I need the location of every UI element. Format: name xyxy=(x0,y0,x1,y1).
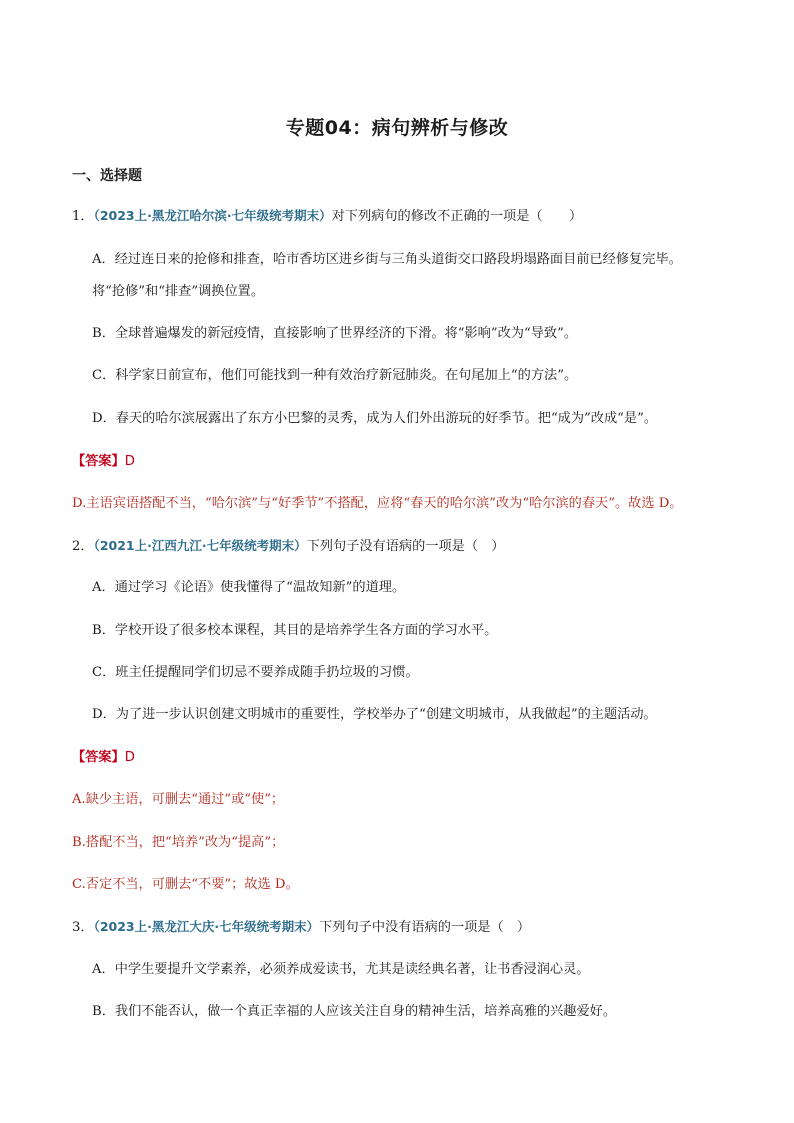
q1-explanation: D.主语宾语搭配不当，“哈尔滨”与“好季节”不搭配，应将“春天的哈尔滨”改为“哈尔滨的春天”。故选 D。 xyxy=(72,496,683,511)
question-source: （2023上·黑龙江哈尔滨·七年级统考期末） xyxy=(93,208,332,223)
question-number: 1． xyxy=(72,209,94,224)
q2-explanation-c: C.否定不当，可删去“不要”；故选 D。 xyxy=(72,877,299,892)
q2-explanation-a: A.缺少主语，可删去“通过”或“使”； xyxy=(72,792,285,807)
question-1-stem xyxy=(72,207,582,226)
answer-value: D xyxy=(124,750,135,765)
q2-option-b: B．学校开设了很多校本课程，其目的是培养学生各方面的学习水平。 xyxy=(92,623,498,638)
q2-option-d: D．为了进一步认识创建文明城市的重要性，学校举办了“创建文明城市，从我做起”的主题活动。 xyxy=(92,707,657,722)
q1-option-c: C．科学家日前宣布，他们可能找到一种有效治疗新冠肺炎。在句尾加上“的方法”。 xyxy=(92,368,578,383)
question-text: 下列句子中没有语病的一项是（ ） xyxy=(319,920,531,935)
question-number: 3． xyxy=(72,920,94,935)
question-text: 下列句子没有语病的一项是（ ） xyxy=(306,539,505,554)
question-source: （2023上·黑龙江大庆·七年级统考期末） xyxy=(93,919,320,934)
question-number: 2． xyxy=(72,539,94,554)
answer-label: 【答案】 xyxy=(72,454,125,469)
q1-answer xyxy=(72,453,135,471)
question-source: （2021上·江西九江·七年级统考期末） xyxy=(93,538,307,553)
q1-option-b: B．全球普遍爆发的新冠疫情，直接影响了世界经济的下滑。将“影响”改为“导致”。 xyxy=(92,326,578,341)
answer-label: 【答案】 xyxy=(72,750,125,765)
q1-option-a-continued: 将“抢修”和“排查”调换位置。 xyxy=(92,284,265,299)
q2-option-c: C．班主任提醒同学们切忌不要养成随手扔垃圾的习惯。 xyxy=(92,665,419,680)
question-2-stem xyxy=(72,537,504,556)
question-text: 对下列病句的修改不正确的一项是（ ） xyxy=(331,209,583,224)
q1-option-d: D．春天的哈尔滨展露出了东方小巴黎的灵秀，成为人们外出游玩的好季节。把“成为”改成“是”。 xyxy=(92,411,658,426)
question-3-stem xyxy=(72,918,530,937)
q2-option-a: A．通过学习《论语》使我懂得了“温故知新”的道理。 xyxy=(92,580,406,595)
q1-option-a: A．经过连日来的抢修和排查，哈市香坊区进乡街与三角头道街交口路段坍塌路面目前已经修复完毕。 xyxy=(92,252,682,267)
section-heading: 一、选择题 xyxy=(72,168,142,184)
answer-value: D xyxy=(124,454,135,469)
q2-explanation-b: B.搭配不当，把“培养”改为“提高”； xyxy=(72,835,285,850)
q3-option-b: B．我们不能否认，做一个真正幸福的人应该关注自身的精神生活，培养高雅的兴趣爱好。 xyxy=(92,1004,616,1019)
page-title: 专题04：病句辨析与修改 xyxy=(285,117,509,139)
q3-option-a: A．中学生要提升文学素养，必须养成爱读书，尤其是读经典名著，让书香浸润心灵。 xyxy=(92,962,590,977)
q2-answer xyxy=(72,749,135,767)
